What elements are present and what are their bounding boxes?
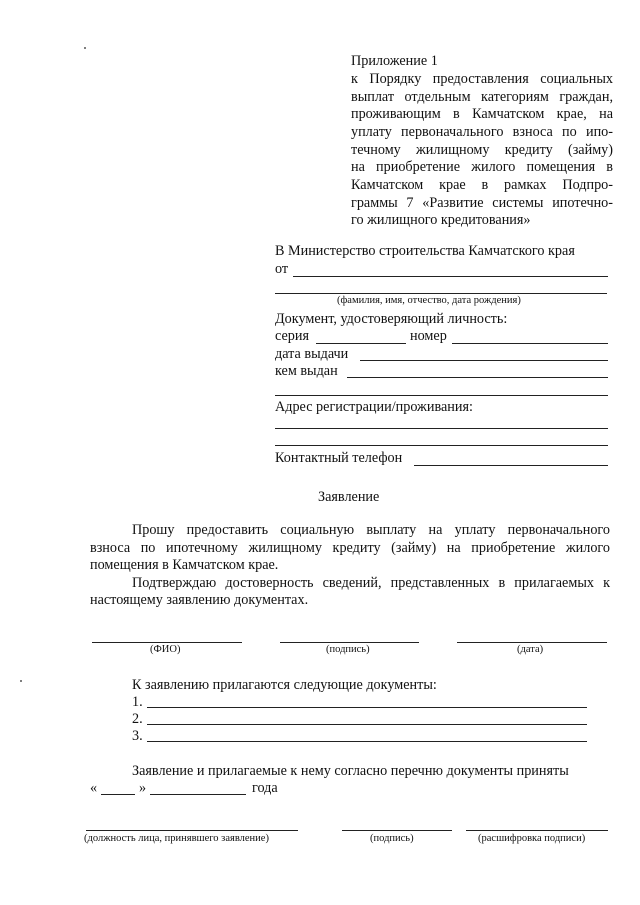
- position-signature-line[interactable]: [86, 830, 298, 831]
- statement-title: Заявление: [318, 489, 380, 505]
- statement-paragraph-line: Прошу предоставить социальную выплату на уплату первоначального: [132, 522, 610, 538]
- address-field-line[interactable]: [275, 428, 608, 429]
- signature-decode-line[interactable]: [466, 830, 608, 831]
- signature-line[interactable]: [280, 642, 419, 643]
- annex-line: на приобретение жилого помещения в: [351, 159, 613, 175]
- date-caption: (дата): [517, 644, 544, 655]
- attachment-number: 2.: [132, 711, 143, 727]
- scan-speck: [84, 47, 86, 49]
- phone-label: Контактный телефон: [275, 450, 403, 466]
- day-field-line[interactable]: [101, 794, 135, 795]
- annex-line: выплат отдельным категориям граждан,: [351, 89, 613, 105]
- open-quote: «: [90, 780, 98, 796]
- issued-by-field-line[interactable]: [347, 377, 608, 378]
- confirmation-paragraph-line: Подтверждаю достоверность сведений, представленных в прилагаемых к: [132, 575, 610, 591]
- phone-field-line[interactable]: [414, 465, 608, 466]
- month-field-line[interactable]: [150, 794, 246, 795]
- attachment-field-line[interactable]: [147, 741, 587, 742]
- year-word: года: [252, 780, 278, 796]
- addressee-to: В Министерство строительства Камчатского края: [275, 243, 575, 259]
- issued-by-field-line-2[interactable]: [275, 395, 608, 396]
- acceptor-signature-caption: (подпись): [370, 833, 414, 844]
- issued-by-label: кем выдан: [275, 363, 338, 379]
- attachment-number: 1.: [132, 694, 143, 710]
- close-quote: »: [139, 780, 147, 796]
- signature-decode-caption: (расшифровка подписи): [478, 833, 586, 844]
- series-field-line[interactable]: [316, 343, 406, 344]
- confirmation-paragraph-line: настоящему заявлению документах.: [90, 592, 309, 608]
- series-label: серия: [275, 328, 309, 344]
- annex-line: уплату первоначального взноса по ипо-: [351, 124, 613, 140]
- from-label: от: [275, 261, 289, 277]
- number-label: номер: [410, 328, 447, 344]
- from-field-line-2[interactable]: [275, 293, 607, 294]
- number-field-line[interactable]: [452, 343, 608, 344]
- attachment-field-line[interactable]: [147, 707, 587, 708]
- scan-speck: [20, 680, 22, 682]
- annex-line: течному жилищному кредиту (займу): [351, 142, 613, 158]
- annex-line: го жилищного кредитования»: [351, 212, 531, 228]
- attachment-number: 3.: [132, 728, 143, 744]
- acceptor-signature-line[interactable]: [342, 830, 452, 831]
- id-document-label: Документ, удостоверяющий личность:: [275, 311, 508, 327]
- attachments-intro: К заявлению прилагаются следующие документы:: [132, 677, 437, 693]
- statement-paragraph-line: взноса по ипотечному жилищному кредиту (займу) на приобретение жилого: [90, 540, 610, 556]
- acceptance-text: Заявление и прилагаемые к нему согласно перечню документы приняты: [132, 763, 569, 779]
- date-signature-line[interactable]: [457, 642, 607, 643]
- issue-date-label: дата выдачи: [275, 346, 349, 362]
- from-field-line[interactable]: [293, 276, 608, 277]
- position-caption: (должность лица, принявшего заявление): [84, 833, 269, 844]
- annex-line: к Порядку предоставления социальных: [351, 71, 613, 87]
- annex-line: Камчатском крае в рамках Подпро-: [351, 177, 613, 193]
- address-field-line-2[interactable]: [275, 445, 608, 446]
- statement-paragraph-line: помещения в Камчатском крае.: [90, 557, 279, 573]
- issue-date-field-line[interactable]: [360, 360, 608, 361]
- annex-line: граммы 7 «Развитие системы ипотечно-: [351, 195, 613, 211]
- annex-title: Приложение 1: [351, 53, 438, 69]
- address-label: Адрес регистрации/проживания:: [275, 399, 473, 415]
- from-caption: (фамилия, имя, отчество, дата рождения): [337, 295, 521, 306]
- fio-signature-line[interactable]: [92, 642, 242, 643]
- attachment-field-line[interactable]: [147, 724, 587, 725]
- fio-caption: (ФИО): [150, 644, 181, 655]
- signature-caption: (подпись): [326, 644, 370, 655]
- annex-line: проживающим в Камчатском крае, на: [351, 106, 613, 122]
